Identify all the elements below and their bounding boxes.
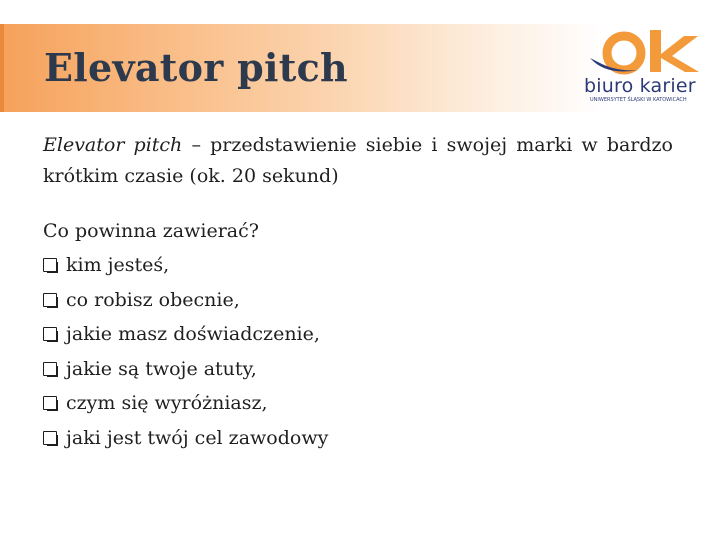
biuro-karier-logo [584, 26, 708, 110]
list-item-text: jakie masz doświadczenie, [66, 323, 320, 345]
list-item [43, 421, 673, 456]
list-item-text: jaki jest twój cel zawodowy [66, 426, 329, 449]
list-item-text: co robisz obecnie, [66, 288, 240, 311]
question-heading: Co powinna zawierać? [43, 220, 259, 242]
slide-content [43, 130, 673, 455]
logo-name: biuro karier [584, 75, 696, 97]
definition-paragraph [43, 130, 673, 192]
logo-subtitle: UNIWERSYTET ŚLĄSKI W KATOWICACH [590, 97, 687, 103]
list-item [43, 352, 673, 387]
list-item-text: czym się wyróżniasz, [66, 392, 268, 414]
list-item [43, 317, 673, 352]
ok-logo-icon [586, 26, 708, 76]
list-item [43, 386, 673, 421]
list-item [43, 248, 673, 283]
list-item [43, 283, 673, 318]
list-item-text: jakie są twoje atuty, [66, 357, 257, 380]
list-item-text: kim jesteś, [66, 254, 170, 276]
checkbox-square-icon [43, 362, 57, 376]
checkbox-square-icon [43, 431, 57, 445]
checkbox-square-icon [43, 258, 57, 272]
checkbox-square-icon [43, 327, 57, 341]
checkbox-square-icon [43, 396, 57, 410]
checkbox-square-icon [43, 293, 57, 307]
bullet-list [43, 248, 673, 455]
definition-text: – przedstawienie siebie i swojej marki w bardzo krótkim czasie (ok. 20 sekund) [43, 134, 673, 187]
definition-term: Elevator pitch [43, 134, 183, 156]
slide-title: Elevator pitch [44, 45, 348, 90]
